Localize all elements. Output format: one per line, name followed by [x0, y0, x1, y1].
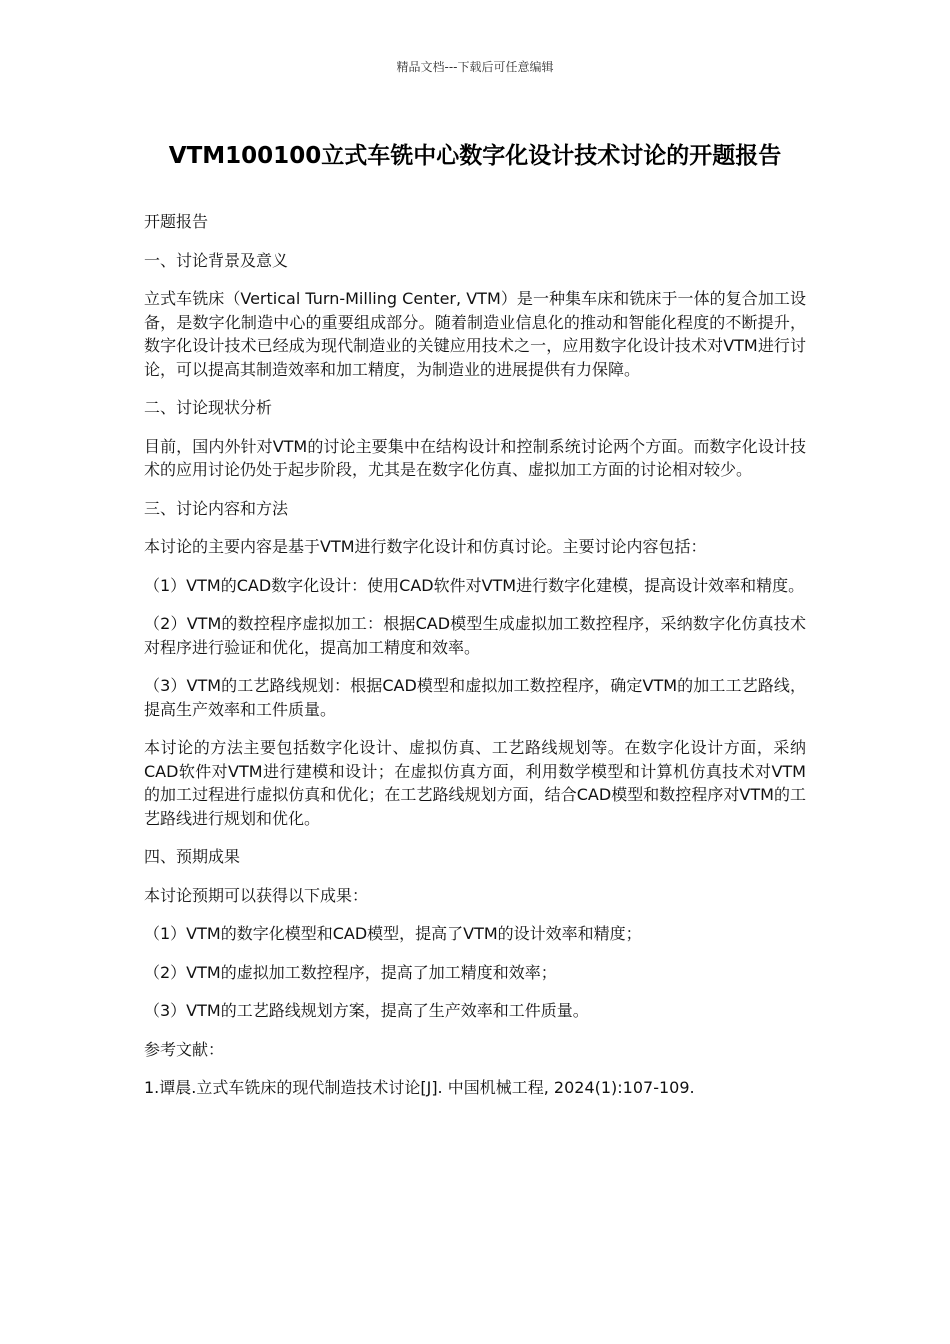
section-heading-content-methods: 三、讨论内容和方法: [144, 498, 289, 518]
section-heading-expected-results: 四、预期成果: [144, 847, 241, 866]
list-item-cad-design: （1）VTM的CAD数字化设计：使用CAD软件对VTM进行数字化建模，提高设计效率和精度。: [144, 575, 805, 595]
list-item-process-planning: （3）VTM的工艺路线规划：根据CAD模型和虚拟加工数控程序，确定VTM的加工工艺路线，提高生产效率和工件质量。: [144, 676, 806, 719]
list-item-virtual-machining: （2）VTM的数控程序虚拟加工：根据CAD模型生成虚拟加工数控程序，采纳数字化仿真技术对程序进行验证和优化，提高加工精度和效率。: [144, 614, 806, 657]
document-body: [144, 210, 806, 1115]
paragraph-status: 目前，国内外针对VTM的讨论主要集中在结构设计和控制系统讨论两个方面。而数字化设计技术的应用讨论仍处于起步阶段，尤其是在数字化仿真、虚拟加工方面的讨论相对较少。: [144, 436, 806, 479]
paragraph-content-intro: 本讨论的主要内容是基于VTM进行数字化设计和仿真讨论。主要讨论内容包括：: [144, 537, 707, 556]
paragraph-methods: 本讨论的方法主要包括数字化设计、虚拟仿真、工艺路线规划等。在数字化设计方面，采纳CAD软件对VTM进行建模和设计；在虚拟仿真方面，利用数学模型和计算机仿真技术对VTM的加工过程进行虚拟仿真和优化；在工艺路线规划方面，结合CAD模型和数控程序对VTM的工艺路线进行规划和优化。: [144, 738, 806, 828]
page-header-note: 精品文档---下载后可任意编辑: [396, 60, 554, 74]
list-item-result-process-plan: （3）VTM的工艺路线规划方案，提高了生产效率和工件质量。: [144, 1001, 589, 1020]
paragraph-results-intro: 本讨论预期可以获得以下成果：: [144, 885, 369, 905]
section-label-report: 开题报告: [144, 212, 209, 231]
section-heading-status: 二、讨论现状分析: [144, 398, 273, 417]
list-item-result-nc-program: （2）VTM的虚拟加工数控程序，提高了加工精度和效率；: [144, 962, 557, 982]
document-title: VTM100100立式车铣中心数字化设计技术讨论的开题报告: [168, 143, 782, 169]
reference-item: 1.谭晨.立式车铣床的现代制造技术讨论[J]. 中国机械工程, 2024(1):107-109.: [144, 1078, 695, 1097]
list-item-result-models: （1）VTM的数字化模型和CAD模型，提高了VTM的设计效率和精度；: [144, 924, 642, 943]
section-heading-background: 一、讨论背景及意义: [144, 250, 289, 270]
paragraph-background: 立式车铣床（Vertical Turn-Milling Center, VTM）是一种集车床和铣床于一体的复合加工设备，是数字化制造中心的重要组成部分。随着制造业信息化的推动和智能化程度的不断提升，数字化设计技术已经成为现代制造业的关键应用技术之一，应用数字化设计技术对VTM进行讨论，可以提高其制造效率和加工精度，为制造业的进展提供有力保障。: [144, 289, 806, 379]
references-heading: 参考文献：: [144, 1039, 225, 1059]
